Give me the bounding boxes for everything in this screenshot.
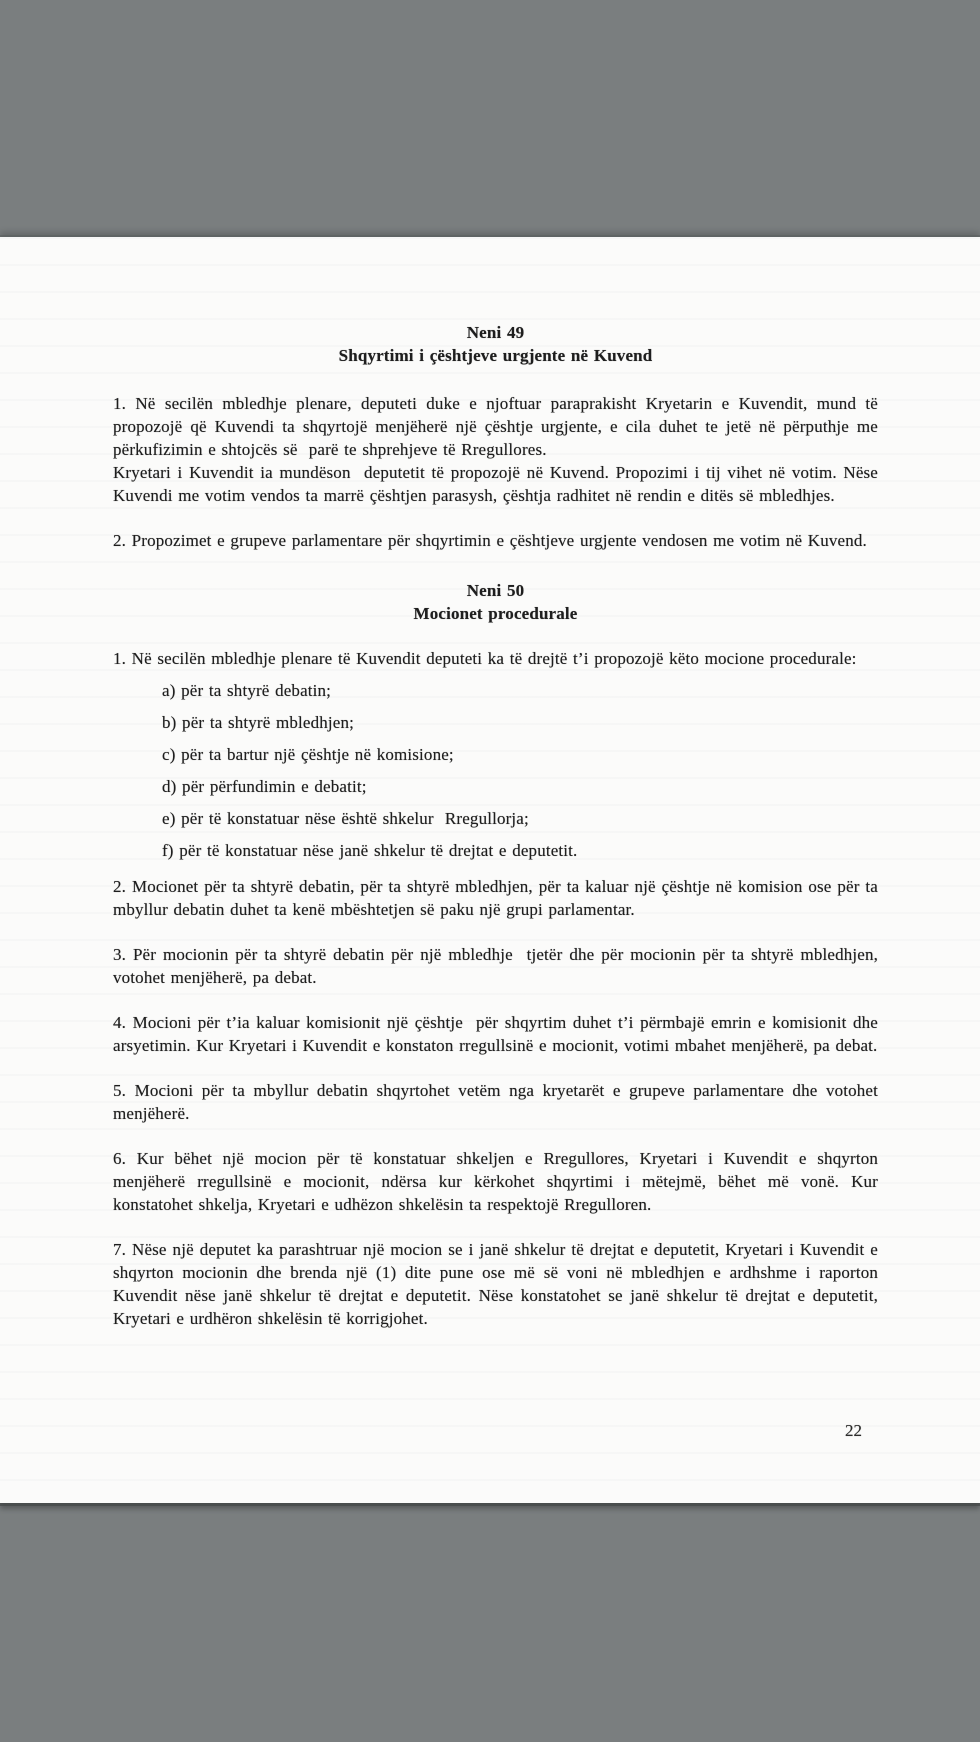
article-50-paragraph-7: 7. Nëse një deputet ka parashtruar një mocion se i janë shkelur të drejtat e deputetit, Kryetari i Kuvendit e shqyrton mocionin dhe brenda një (1) dite pune ose më së voni në mbledhjen e ardhshme i raporton Kuvendit nëse janë shkelur të drejtat e deputetit. Nëse konstatohet se janë shkelur të drejtat e deputetit, Kryetari e urdhëron shkelësin të korrigjohet.: [113, 1240, 884, 1328]
article-50-paragraph-6: 6. Kur bëhet një mocion për të konstatuar shkeljen e Rregullores, Kryetari i Kuvendit e shqyrton menjëherë rregullsinë e mocionit, ndërsa kur kërkohet shqyrtimi i mëtejmë, bëhet më vonë. Kur konstatohet shkelja, Kryetari e udhëzon shkelësin ta respektojë Rregulloren.: [113, 1149, 884, 1214]
article-50-title: Mocionet procedurale: [413, 604, 578, 623]
article-50-list-item-e: e) për të konstatuar nëse është shkelur Rregullorja;: [162, 809, 529, 828]
article-50-list-item-a: a) për ta shtyrë debatin;: [162, 681, 332, 700]
article-50-paragraph-2: 2. Mocionet për ta shtyrë debatin, për ta shtyrë mbledhjen, për ta kaluar një çështje në komision ose për ta mbyllur debatin duhet ta kenë mbështetjen së paku një grupi parlamentar.: [113, 877, 884, 919]
article-50-number: Neni 50: [466, 581, 525, 600]
article-49-title: Shqyrtimi i çështjeve urgjente në Kuvend: [338, 346, 653, 365]
article-neni-50: [113, 579, 884, 1330]
article-50-paragraph-5: 5. Mocioni për ta mbyllur debatin shqyrtohet vetëm nga kryetarët e grupeve parlamentare dhe votohet menjëherë.: [113, 1081, 884, 1123]
article-50-paragraph-1: 1. Në secilën mbledhje plenare të Kuvendit deputeti ka të drejtë t’i propozojë këto mocione procedurale:: [113, 649, 857, 668]
article-50-list-item-f: f) për të konstatuar nëse janë shkelur të drejtat e deputetit.: [162, 841, 578, 860]
article-50-list-item-b: b) për ta shtyrë mbledhjen;: [162, 713, 355, 732]
article-neni-49: [113, 321, 884, 552]
article-49-number: Neni 49: [466, 323, 525, 342]
article-50-list-item-c: c) për ta bartur një çështje në komisione;: [162, 745, 454, 764]
article-50-paragraph-3: 3. Për mocionin për ta shtyrë debatin për një mbledhje tjetër dhe për mocionin për ta shtyrë mbledhjen, votohet menjëherë, pa debat.: [113, 945, 884, 987]
article-50-list-item-d: d) për përfundimin e debatit;: [162, 777, 367, 796]
article-49-paragraph-2: 2. Propozimet e grupeve parlamentare për shqyrtimin e çështjeve urgjente vendosen me votim në Kuvend.: [113, 531, 867, 550]
article-49-paragraph-1: 1. Në secilën mbledhje plenare, deputeti duke e njoftuar paraprakisht Kryetarin e Kuvendit, mund të propozojë që Kuvendi ta shqyrtojë menjëherë një çështje urgjente, e cila duhet te jetë në përputhje me përkufizimin e shtojcës së parë te shprehjeve të Rregullores.: [113, 394, 884, 459]
article-49-paragraph-1-continued: Kryetari i Kuvendit ia mundëson deputetit të propozojë në Kuvend. Propozimi i tij vihet në votim. Nëse Kuvendi me votim vendos ta marrë çështjen parasysh, çështja radhitet në rendin e ditës së mbledhjes.: [113, 463, 884, 505]
page-content: [113, 321, 884, 1330]
scanned-page: [0, 237, 980, 1503]
article-50-paragraph-4: 4. Mocioni për t’ia kaluar komisionit një çështje për shqyrtim duhet t’i përmbajë emrin e komisionit dhe arsyetimin. Kur Kryetari i Kuvendit e konstaton rregullsinë e mocionit, votimi mbahet menjëherë, pa debat.: [113, 1013, 884, 1055]
page-number: 22: [845, 1421, 862, 1440]
